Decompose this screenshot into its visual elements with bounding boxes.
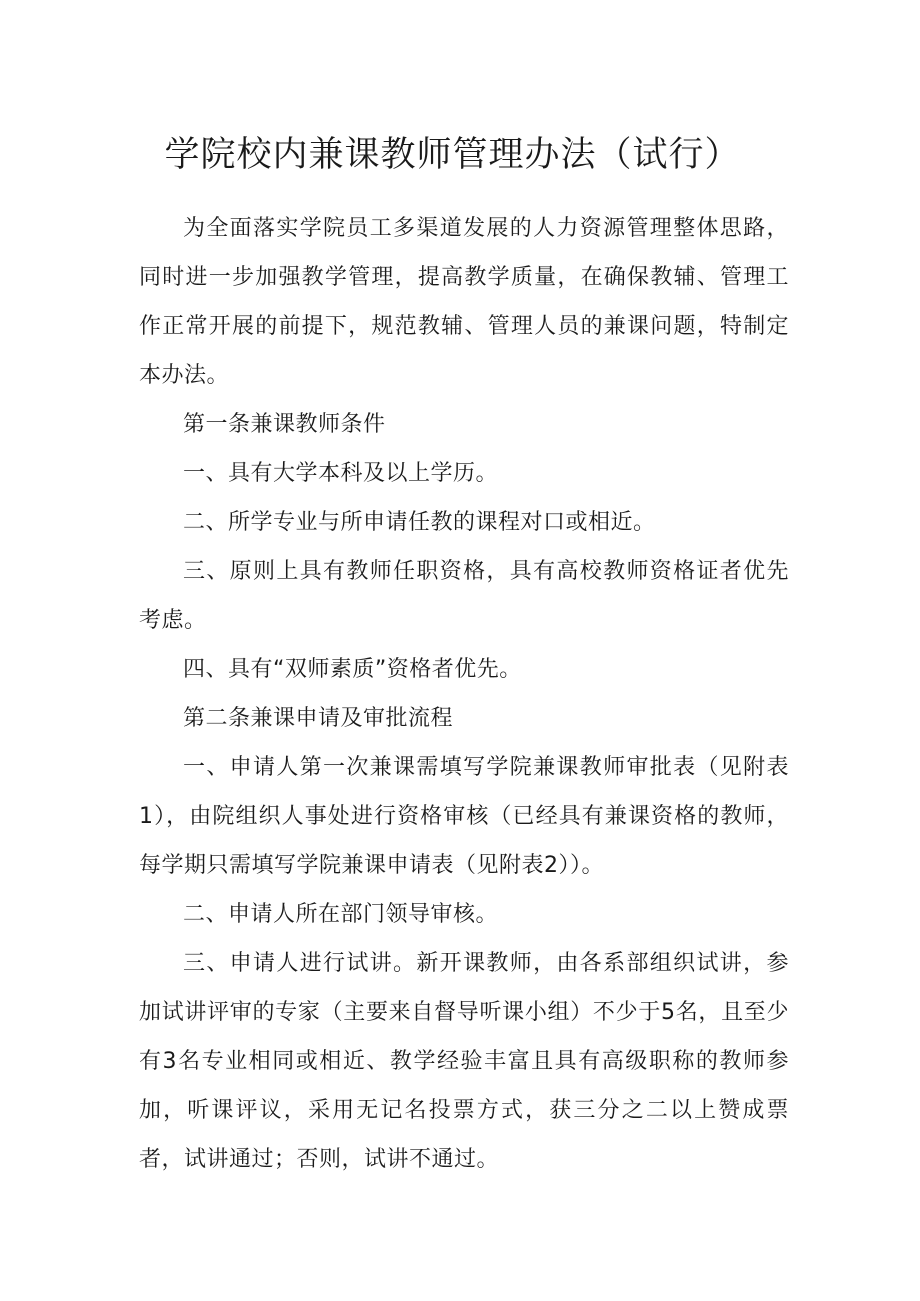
paragraph: 四、具有“双师素质”资格者优先。 [183,657,522,682]
paragraph-intro: 为全面落实学院员工多渠道发展的人力资源管理整体思路，同时进一步加强教学管理，提高教学质量，在确保教辅、管理工作正常开展的前提下，规范教辅、管理人员的兼课问题，特制定本办法。 [139,216,789,388]
paragraph: 一、申请人第一次兼课需填写学院兼课教师审批表（见附表1），由院组织人事处进行资格审核（已经具有兼课资格的教师，每学期只需填写学院兼课申请表（见附表2））。 [139,755,789,878]
article-heading: 第二条兼课申请及审批流程 [183,706,454,731]
paragraph: 二、申请人所在部门领导审核。 [183,902,499,927]
paragraph: 一、具有大学本科及以上学历。 [183,461,499,486]
article-heading: 第一条兼课教师条件 [183,412,386,437]
document-title: 学院校内兼课教师管理办法（试行） [164,135,741,175]
paragraph: 三、原则上具有教师任职资格，具有高校教师资格证者优先考虑。 [139,559,789,633]
paragraph: 二、所学专业与所申请任教的课程对口或相近。 [183,510,656,535]
document-body [139,204,789,1184]
paragraph: 三、申请人进行试讲。新开课教师，由各系部组织试讲，参加试讲评审的专家（主要来自督导听课小组）不少于5名，且至少有3名专业相同或相近、教学经验丰富且具有高级职称的教师参加，听课评议，采用无记名投票方式，获三分之二以上赞成票者，试讲通过；否则，试讲不通过。 [139,951,789,1172]
